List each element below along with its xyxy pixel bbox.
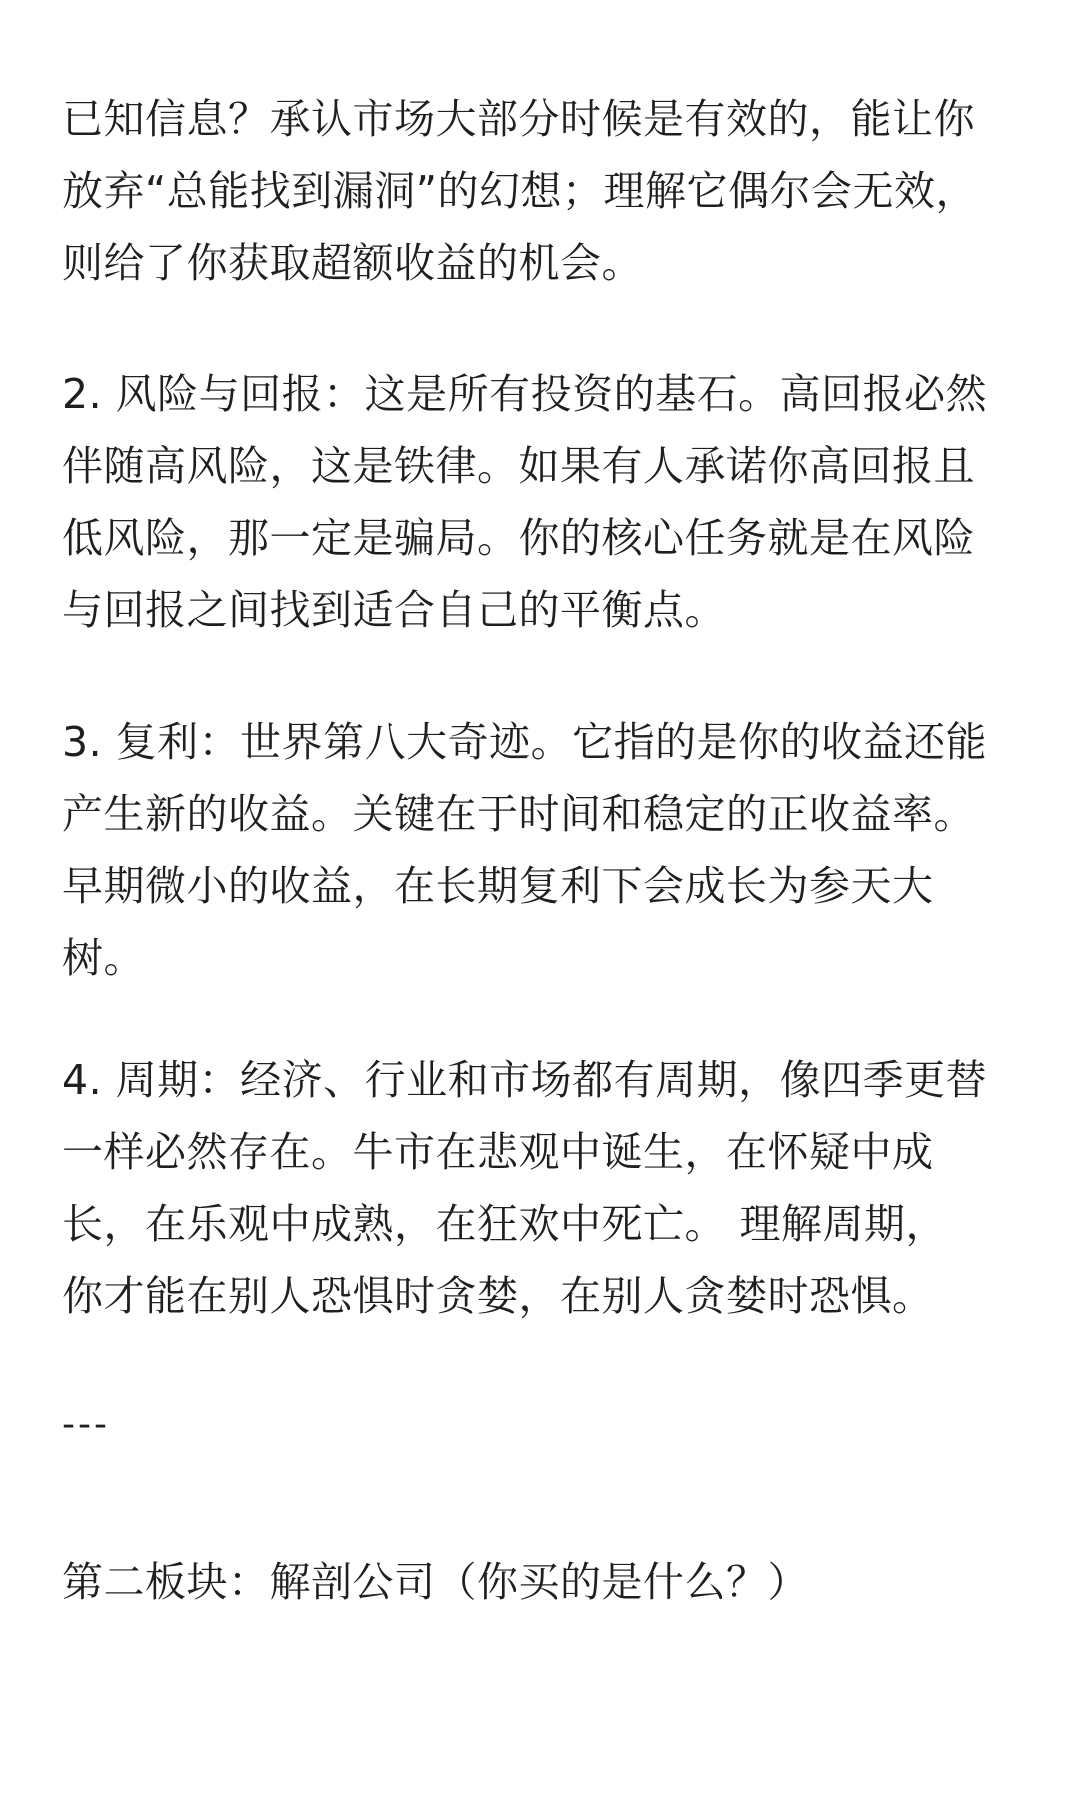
section-divider: ---: [62, 1404, 110, 1445]
text-line: 树。: [62, 934, 145, 982]
compound-interest-paragraph: [62, 706, 1022, 994]
text-line: 2. 风险与回报：这是所有投资的基石。高回报必然: [62, 370, 988, 418]
text-line: 长，在乐观中成熟，在狂欢中死亡。 理解周期，: [62, 1200, 948, 1248]
text-line: 一样必然存在。牛市在悲观中诞生，在怀疑中成: [62, 1128, 934, 1176]
text-line: 你才能在别人恐惧时贪婪，在别人贪婪时恐惧。: [62, 1272, 934, 1320]
text-line: 产生新的收益。关键在于时间和稳定的正收益率。: [62, 790, 975, 838]
text-line: 3. 复利：世界第八大奇迹。它指的是你的收益还能: [62, 718, 988, 766]
text-line: 4. 周期：经济、行业和市场都有周期，像四季更替: [62, 1056, 988, 1104]
text-line: 低风险，那一定是骗局。你的核心任务就是在风险: [62, 514, 975, 562]
text-line: 则给了你获取超额收益的机会。: [62, 239, 643, 287]
risk-return-paragraph: [62, 358, 1022, 646]
text-line: 已知信息？承认市场大部分时候是有效的，能让你: [62, 95, 975, 143]
cycle-paragraph: [62, 1044, 1022, 1332]
text-line: 放弃“总能找到漏洞”的幻想；理解它偶尔会无效，: [62, 167, 977, 215]
heading-text: 第二板块：解剖公司（你买的是什么？）: [62, 1558, 809, 1606]
intro-paragraph: [62, 83, 1022, 299]
text-line: 早期微小的收益，在长期复利下会成长为参天大: [62, 862, 934, 910]
text-line: 伴随高风险，这是铁律。如果有人承诺你高回报且: [62, 442, 975, 490]
next-section-heading: [62, 1546, 1022, 1618]
text-line: 与回报之间找到适合自己的平衡点。: [62, 586, 726, 634]
